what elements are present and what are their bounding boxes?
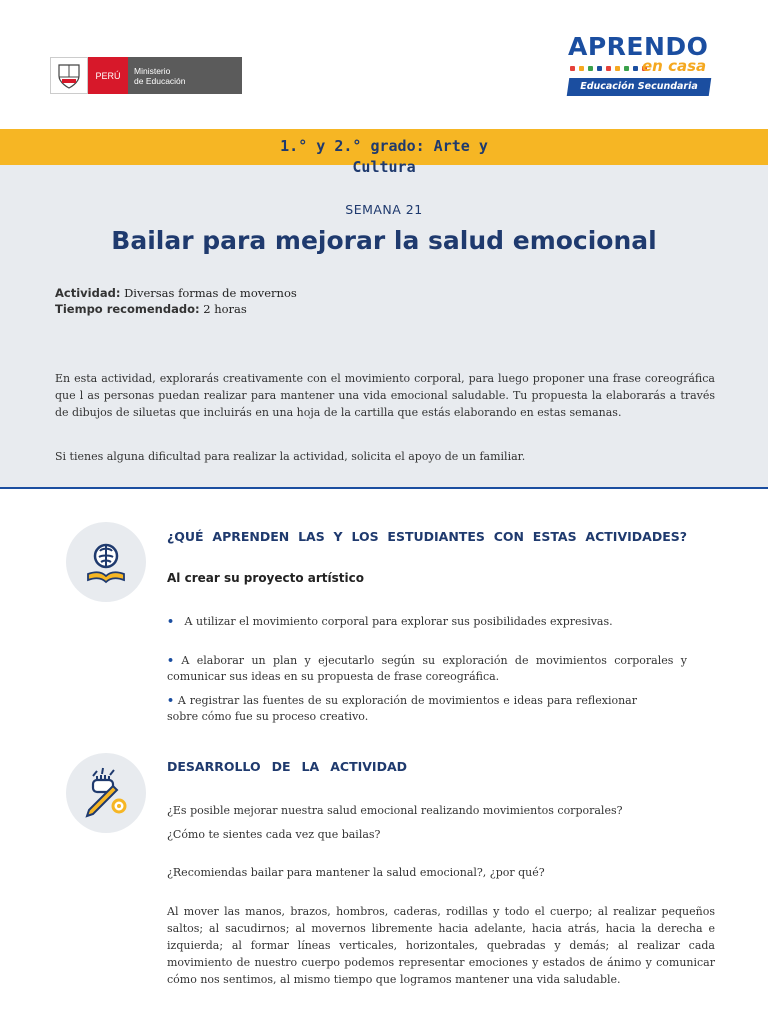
- question-1: ¿Es posible mejorar nuestra salud emocional realizando movimientos corporales?: [167, 804, 623, 817]
- learn-bullet-2-text: A elaborar un plan y ejecutarlo según su exploración de movimientos corporales y comunicar sus ideas en su propuesta de frase coreográfica.: [167, 654, 688, 683]
- grade-line2: Cultura: [352, 158, 416, 176]
- develop-paragraph: Al mover las manos, brazos, hombros, caderas, rodillas y todo el cuerpo; al realizar pequeños saltos; al sacudirnos; al movernos libremente hacia adelante, hacia atrás, hacia la derecha e izquierda; al formar líneas verticales, horizontales, quebradas y demás; al realizar cada movimiento de nuestro cuerpo podemos representar emociones y estados de ánimo y comunicar cómo nos sentimos, al mismo tiempo que logramos mantener una vida saludable.: [167, 905, 715, 986]
- brand-sub: en casa: [642, 57, 707, 75]
- learn-bullet-1-text: A utilizar el movimiento corporal para explorar sus posibilidades expresivas.: [184, 615, 613, 628]
- learn-heading: ¿QUÉ APRENDEN LAS Y LOS ESTUDIANTES CON ESTAS ACTIVIDADES?: [167, 529, 687, 544]
- activity-value: Diversas formas de movernos: [124, 286, 297, 300]
- brain-book-icon: [66, 522, 146, 602]
- section-divider: [0, 487, 768, 489]
- brand-band-text: Educación Secundaria: [580, 81, 698, 92]
- learn-bullet-1: [167, 614, 669, 630]
- bullet-dot: •: [167, 615, 175, 628]
- week-label: SEMANA 21: [345, 202, 423, 217]
- question-3: ¿Recomiendas bailar para mantener la salud emocional?, ¿por qué?: [167, 866, 545, 879]
- time-value: 2 horas: [203, 302, 247, 316]
- page-title: Bailar para mejorar la salud emocional: [111, 226, 657, 255]
- intro-paragraph: En esta actividad, explorarás creativamente con el movimiento corporal, para luego proponer una frase coreográfica que l as personas puedan realizar para mantener una vida emocional saludable. Tu propuesta la elaborarás a través de dibujos de siluetas que incluirás en una hoja de la cartilla que estás elaborando en estas semanas.: [55, 372, 715, 419]
- question-2: ¿Cómo te sientes cada vez que bailas?: [167, 828, 381, 841]
- grade-line1: 1.° y 2.° grado: Arte y: [280, 137, 488, 155]
- activity-row: [55, 286, 297, 300]
- develop-heading: DESARROLLO DE LA ACTIVIDAD: [167, 759, 407, 774]
- brand-main: APRENDO: [568, 32, 709, 61]
- ministry-line2: de Educación: [134, 76, 186, 86]
- hand-pencil-gear-icon: [66, 753, 146, 833]
- bullet-dot: •: [167, 694, 175, 707]
- peru-shield-icon: [50, 57, 88, 94]
- ministry-line1: Ministerio: [134, 66, 171, 76]
- time-label: Tiempo recomendado:: [55, 302, 200, 316]
- aprendo-en-casa-logo: [562, 32, 714, 102]
- brand-band: [567, 78, 712, 96]
- minedu-logo: [50, 57, 242, 94]
- time-row: [55, 302, 247, 316]
- activity-label: Actividad:: [55, 286, 121, 300]
- help-paragraph: Si tienes alguna dificultad para realizar la actividad, solicita el apoyo de un familiar.: [55, 450, 526, 463]
- learn-bullet-3-text: A registrar las fuentes de su exploración de movimientos e ideas para reflexionar sobre cómo fue su proceso creativo.: [167, 694, 638, 723]
- learn-bullet-3: [167, 693, 637, 725]
- brand-dots: [570, 66, 647, 71]
- ministry-name: [128, 57, 242, 94]
- learn-bullet-2: [167, 653, 687, 685]
- bullet-dot: •: [167, 654, 175, 667]
- learn-subheading: Al crear su proyecto artístico: [167, 571, 365, 585]
- peru-label: PERÚ: [88, 57, 128, 94]
